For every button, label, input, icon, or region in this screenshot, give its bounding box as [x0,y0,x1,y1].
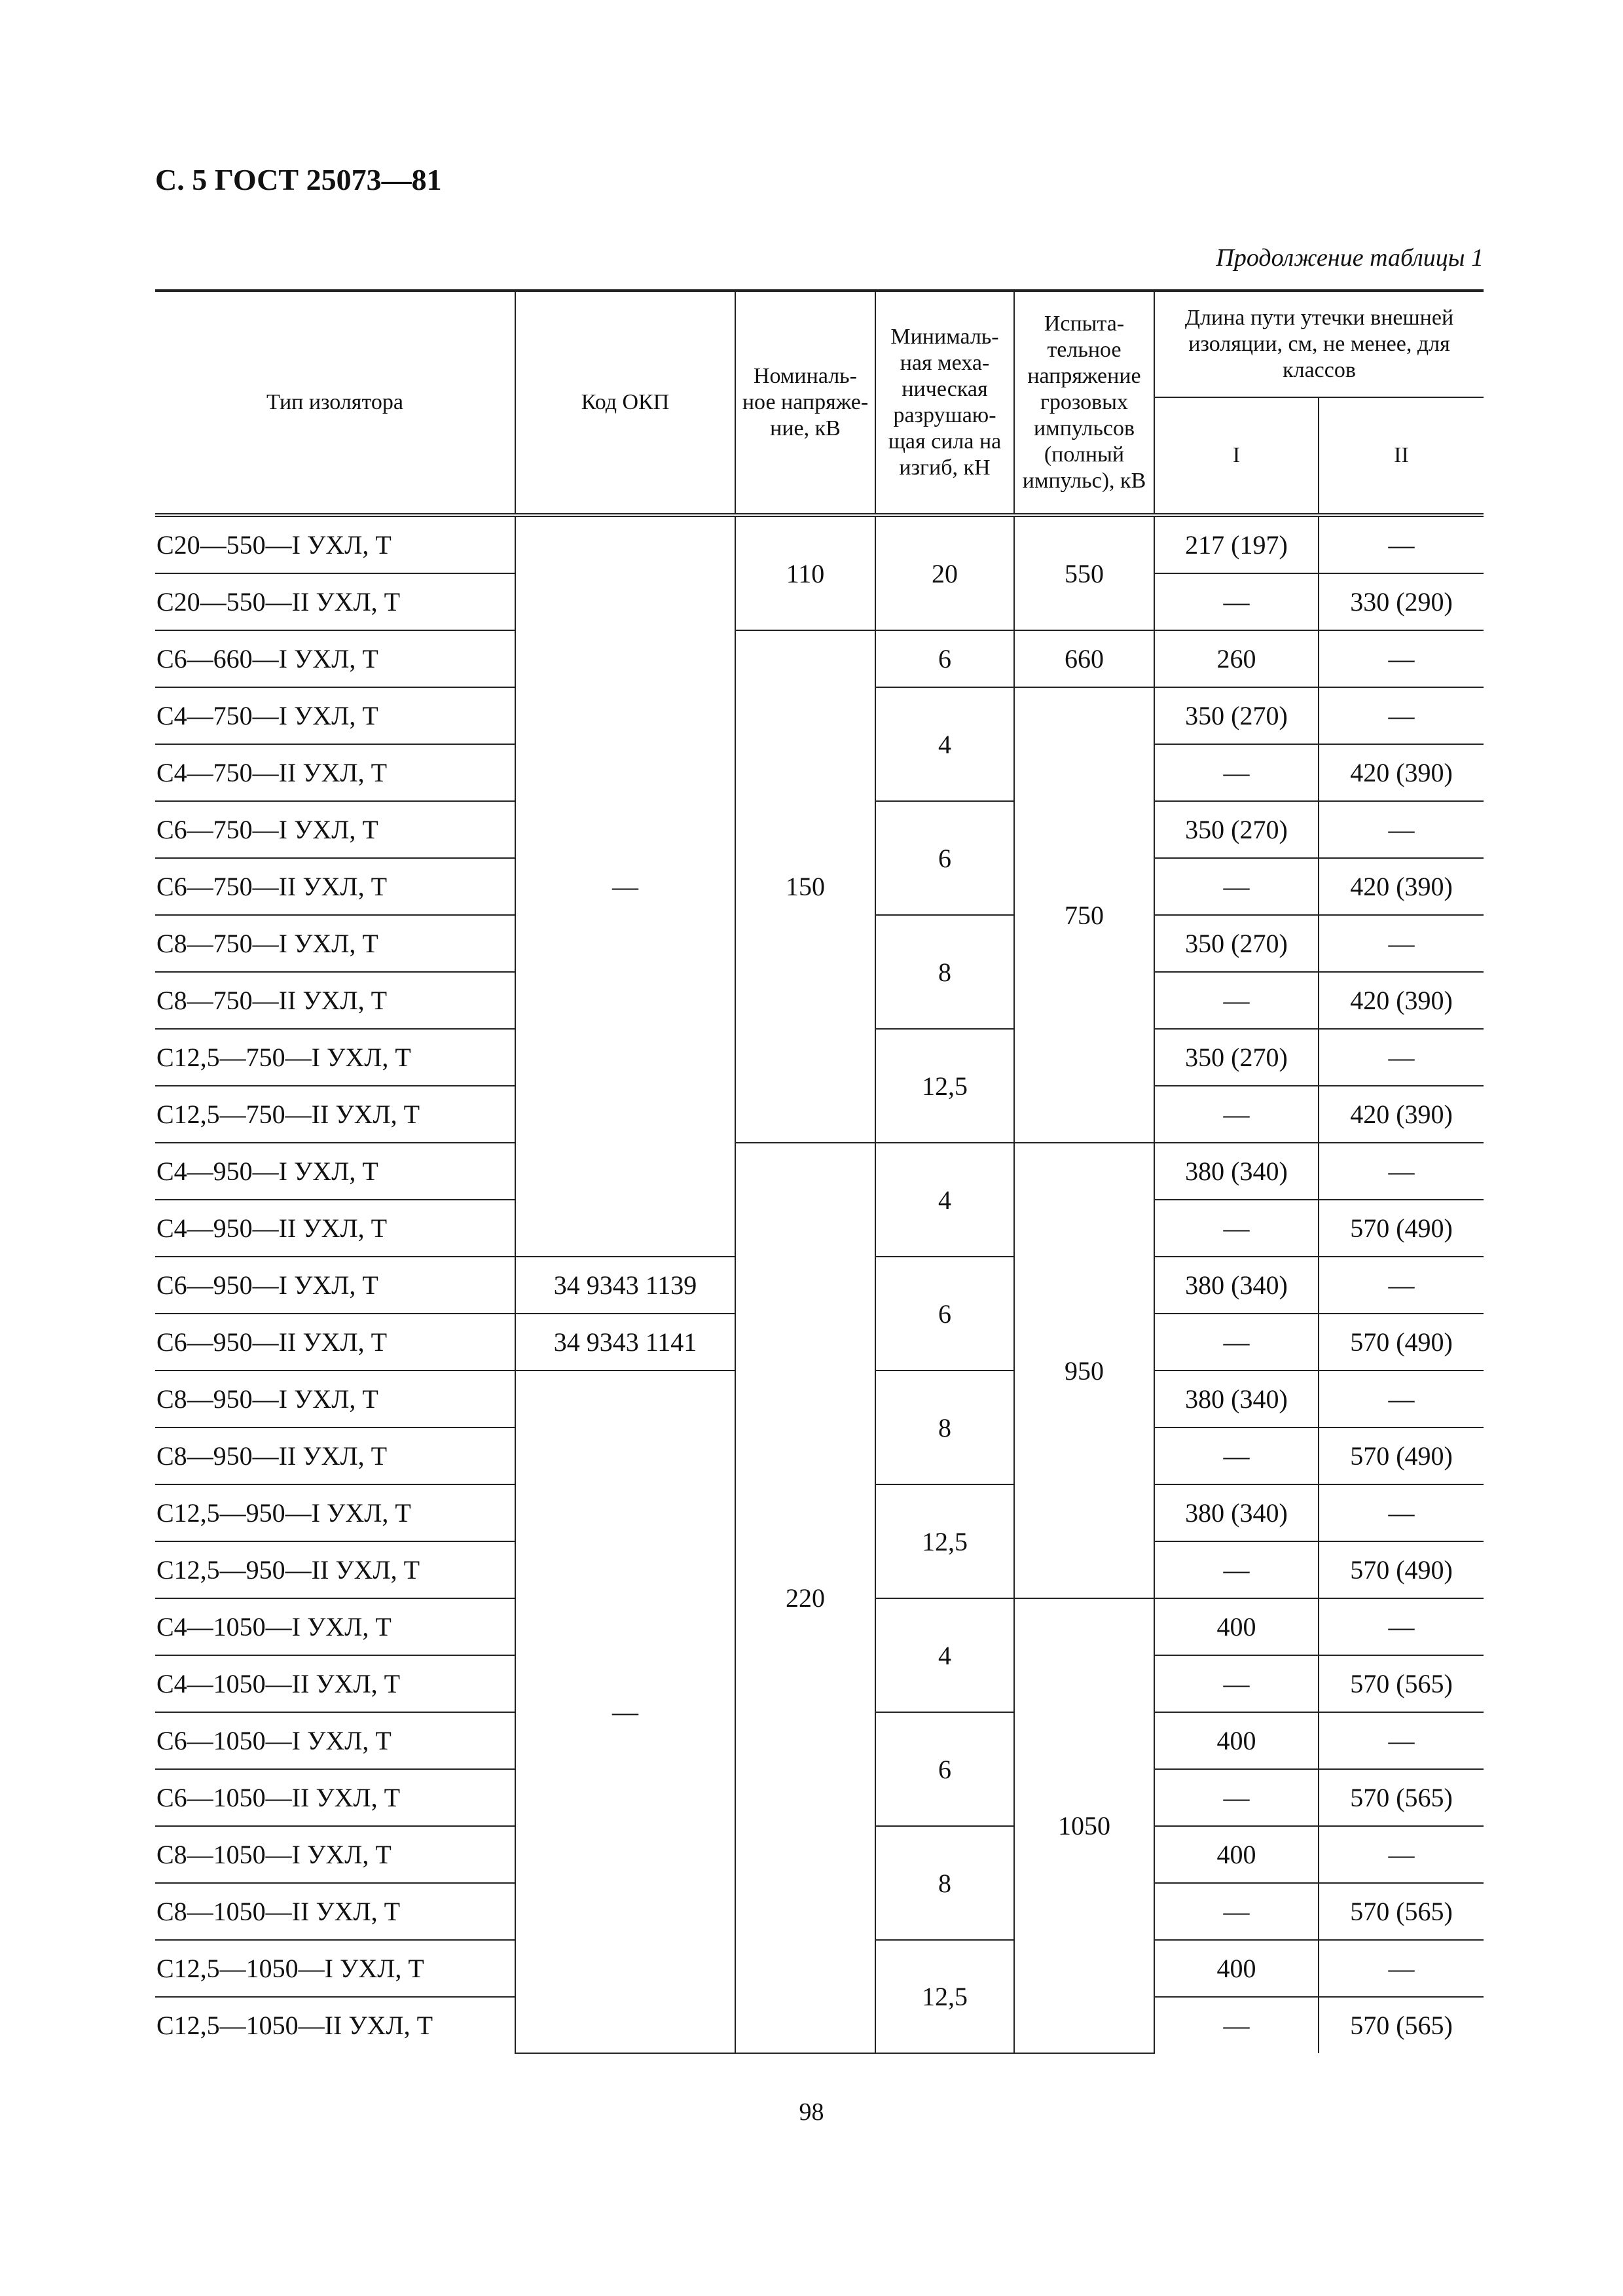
creepage-class-2: 420 (390) [1319,1086,1484,1143]
creepage-class-1: — [1154,858,1319,915]
creepage-class-1: 400 [1154,1712,1319,1769]
insulator-type: С8—750—II УХЛ, Т [155,972,515,1029]
breaking-force: 6 [875,801,1014,915]
creepage-class-1: 380 (340) [1154,1143,1319,1200]
breaking-force: 6 [875,630,1014,687]
creepage-class-2: — [1319,1029,1484,1086]
creepage-class-1: 380 (340) [1154,1257,1319,1314]
insulator-type: С8—1050—I УХЛ, Т [155,1826,515,1883]
insulator-type: С12,5—1050—I УХЛ, Т [155,1940,515,1997]
insulator-type: С12,5—750—II УХЛ, Т [155,1086,515,1143]
insulator-type: С8—950—I УХЛ, Т [155,1371,515,1427]
creepage-class-2: 570 (490) [1319,1427,1484,1484]
insulator-type: С4—750—II УХЛ, Т [155,744,515,801]
creepage-class-2: — [1319,630,1484,687]
breaking-force: 12,5 [875,1484,1014,1598]
creepage-class-1: — [1154,1655,1319,1712]
insulator-type: С4—950—II УХЛ, Т [155,1200,515,1257]
creepage-class-1: 350 (270) [1154,687,1319,744]
creepage-class-2: 570 (565) [1319,1883,1484,1940]
insulator-type: С6—750—I УХЛ, Т [155,801,515,858]
creepage-class-1: — [1154,1769,1319,1826]
table-continuation-label: Продолжение таблицы 1 [1216,244,1484,272]
creepage-class-1: — [1154,1541,1319,1598]
creepage-class-2: — [1319,1826,1484,1883]
insulator-type: С20—550—II УХЛ, Т [155,573,515,630]
test-voltage: 1050 [1014,1598,1154,2053]
creepage-class-1: 400 [1154,1826,1319,1883]
insulator-type: С12,5—750—I УХЛ, Т [155,1029,515,1086]
breaking-force: 8 [875,915,1014,1029]
creepage-class-2: — [1319,687,1484,744]
creepage-class-2: 570 (490) [1319,1314,1484,1371]
nominal-voltage: 220 [735,1143,875,2053]
creepage-class-2: 570 (565) [1319,1997,1484,2053]
breaking-force: 6 [875,1712,1014,1826]
insulator-type: С6—660—I УХЛ, Т [155,630,515,687]
page-number: 98 [799,2098,824,2126]
insulator-type: С8—1050—II УХЛ, Т [155,1883,515,1940]
creepage-class-2: 420 (390) [1319,972,1484,1029]
creepage-class-2: — [1319,801,1484,858]
insulator-type: С6—1050—I УХЛ, Т [155,1712,515,1769]
page-header: С. 5 ГОСТ 25073—81 [155,163,442,196]
creepage-class-1: — [1154,1314,1319,1371]
creepage-class-1: — [1154,1200,1319,1257]
creepage-class-2: 420 (390) [1319,858,1484,915]
creepage-class-1: 350 (270) [1154,801,1319,858]
col-header-creepage: Длина пути утечки внешней изоляции, см, не менее, для классов [1154,291,1484,397]
breaking-force: 20 [875,515,1014,630]
creepage-class-2: 570 (490) [1319,1200,1484,1257]
creepage-class-2: — [1319,1712,1484,1769]
creepage-class-2: — [1319,1940,1484,1997]
creepage-class-1: 350 (270) [1154,915,1319,972]
creepage-class-1: 260 [1154,630,1319,687]
test-voltage: 550 [1014,515,1154,630]
col-header-force: Минималь-ная меха-ническая разрушаю-щая сила на изгиб, кН [875,291,1014,515]
creepage-class-2: 570 (565) [1319,1769,1484,1826]
creepage-class-1: 400 [1154,1940,1319,1997]
creepage-class-1: 350 (270) [1154,1029,1319,1086]
col-header-okp: Код ОКП [515,291,735,515]
creepage-class-2: 330 (290) [1319,573,1484,630]
insulator-type: С4—750—I УХЛ, Т [155,687,515,744]
col-header-type: Тип изолятора [155,291,515,515]
col-header-class-1: I [1154,397,1319,515]
breaking-force: 4 [875,1143,1014,1257]
col-header-test-voltage: Испыта-тельное напряжение грозовых импульсов (полный импульс), кВ [1014,291,1154,515]
okp-code: — [515,515,735,1257]
nominal-voltage: 150 [735,630,875,1143]
creepage-class-1: — [1154,1883,1319,1940]
breaking-force: 4 [875,1598,1014,1712]
creepage-class-1: 380 (340) [1154,1371,1319,1427]
creepage-class-2: 570 (565) [1319,1655,1484,1712]
creepage-class-1: 380 (340) [1154,1484,1319,1541]
insulator-type: С8—950—II УХЛ, Т [155,1427,515,1484]
creepage-class-1: — [1154,972,1319,1029]
insulator-type: С6—950—I УХЛ, Т [155,1257,515,1314]
creepage-class-2: — [1319,515,1484,573]
breaking-force: 12,5 [875,1029,1014,1143]
creepage-class-1: 400 [1154,1598,1319,1655]
insulator-type: С12,5—950—I УХЛ, Т [155,1484,515,1541]
creepage-class-1: — [1154,744,1319,801]
breaking-force: 6 [875,1257,1014,1371]
okp-code: 34 9343 1141 [515,1314,735,1371]
creepage-class-2: — [1319,915,1484,972]
breaking-force: 8 [875,1371,1014,1484]
creepage-class-2: — [1319,1371,1484,1427]
creepage-class-2: — [1319,1143,1484,1200]
insulator-table [155,289,1484,2054]
col-header-voltage: Номиналь-ное напряже-ние, кВ [735,291,875,515]
creepage-class-1: 217 (197) [1154,515,1319,573]
insulator-type: С8—750—I УХЛ, Т [155,915,515,972]
creepage-class-2: 570 (490) [1319,1541,1484,1598]
test-voltage: 950 [1014,1143,1154,1598]
insulator-type: С4—1050—II УХЛ, Т [155,1655,515,1712]
insulator-type: С6—750—II УХЛ, Т [155,858,515,915]
insulator-type: С4—950—I УХЛ, Т [155,1143,515,1200]
insulator-type: С4—1050—I УХЛ, Т [155,1598,515,1655]
test-voltage: 660 [1014,630,1154,687]
nominal-voltage: 110 [735,515,875,630]
test-voltage: 750 [1014,687,1154,1143]
breaking-force: 8 [875,1826,1014,1940]
insulator-type: С12,5—1050—II УХЛ, Т [155,1997,515,2053]
creepage-class-1: — [1154,573,1319,630]
creepage-class-2: 420 (390) [1319,744,1484,801]
breaking-force: 12,5 [875,1940,1014,2053]
insulator-type: С12,5—950—II УХЛ, Т [155,1541,515,1598]
creepage-class-2: — [1319,1484,1484,1541]
creepage-class-2: — [1319,1598,1484,1655]
breaking-force: 4 [875,687,1014,801]
insulator-type: С6—950—II УХЛ, Т [155,1314,515,1371]
okp-code: — [515,1371,735,2053]
creepage-class-1: — [1154,1997,1319,2053]
col-header-class-2: II [1319,397,1484,515]
creepage-class-1: — [1154,1427,1319,1484]
okp-code: 34 9343 1139 [515,1257,735,1314]
insulator-type: С20—550—I УХЛ, Т [155,515,515,573]
insulator-type: С6—1050—II УХЛ, Т [155,1769,515,1826]
creepage-class-2: — [1319,1257,1484,1314]
creepage-class-1: — [1154,1086,1319,1143]
